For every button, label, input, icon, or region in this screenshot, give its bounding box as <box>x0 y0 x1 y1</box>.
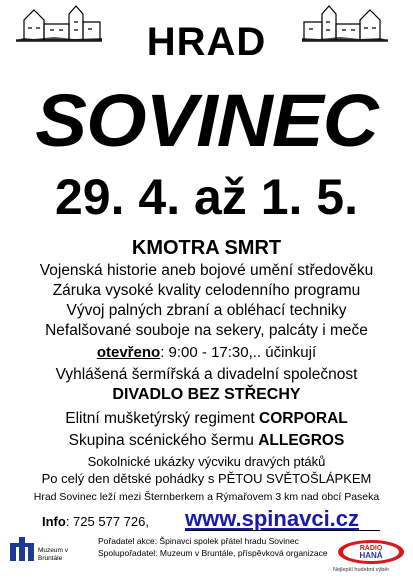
hours-label: otevřeno <box>96 344 161 361</box>
theatre-name: DIVADLO BEZ STŘECHY <box>112 386 301 403</box>
info-phone <box>42 514 149 529</box>
event-dates: 29. 4. až 1. 5. <box>55 169 358 225</box>
hours-time: : 9:00 - 17:30,.. účinkují <box>160 344 317 361</box>
location-line: Hrad Sovinec leží mezi Šternberkem a Rýmařovem 3 km nad obcí Paseka <box>33 491 380 503</box>
program-line-2: Záruka vysoké kvality celodenního programu <box>52 282 361 299</box>
company-line: Vyhlášená šermířská a divadelní společnost <box>55 366 358 383</box>
program-line-4: Nefalšované souboje na sekery, palcáty i meče <box>45 322 368 339</box>
radio-slogan: Nejlepší hudební výběr <box>333 567 390 573</box>
divider <box>185 530 380 531</box>
svg-text:HANÁ: HANÁ <box>359 551 383 560</box>
website-link[interactable]: www.spinavci.cz <box>185 506 360 531</box>
group-name: ALLEGROS <box>258 432 345 449</box>
organizers <box>98 535 328 559</box>
regiment-name: CORPORAL <box>259 410 348 427</box>
museum-name: Muzeum v Bruntále <box>38 547 68 562</box>
program-line-3: Vývoj palných zbraní a obléhací techniky <box>66 302 347 319</box>
title-sovinec: SOVINEC <box>35 79 378 162</box>
regiment-prefix: Elitní mušketýrský regiment <box>65 410 260 427</box>
falconry-line: Sokolnické ukázky výcviku dravých ptáků <box>87 454 326 469</box>
group-line <box>0 432 413 450</box>
title-hrad: HRAD <box>146 20 267 64</box>
museum-logo <box>10 537 34 568</box>
info-phone-number: : 725 577 726, <box>65 514 149 529</box>
fairytale-line: Po celý den dětské pohádky s PĚTOU SVĚTOŠLÁPKEM <box>41 471 372 486</box>
program-line-1: Vojenská historie aneb bojové umění středověku <box>39 262 374 279</box>
regiment-line <box>0 410 413 428</box>
organizer-line: Pořadatel akce: Špinavci spolek přátel hradu Sovinec <box>98 536 299 546</box>
group-prefix: Skupina scénického šermu <box>68 432 259 449</box>
co-organizer-line: Spolupořadatel: Muzeum v Bruntále, příspěvková organizace <box>98 548 328 558</box>
opening-hours <box>0 344 413 361</box>
svg-text:RÁDIO: RÁDIO <box>359 545 383 552</box>
info-label: Info <box>42 514 66 529</box>
event-subtitle: KMOTRA SMRT <box>131 237 282 259</box>
